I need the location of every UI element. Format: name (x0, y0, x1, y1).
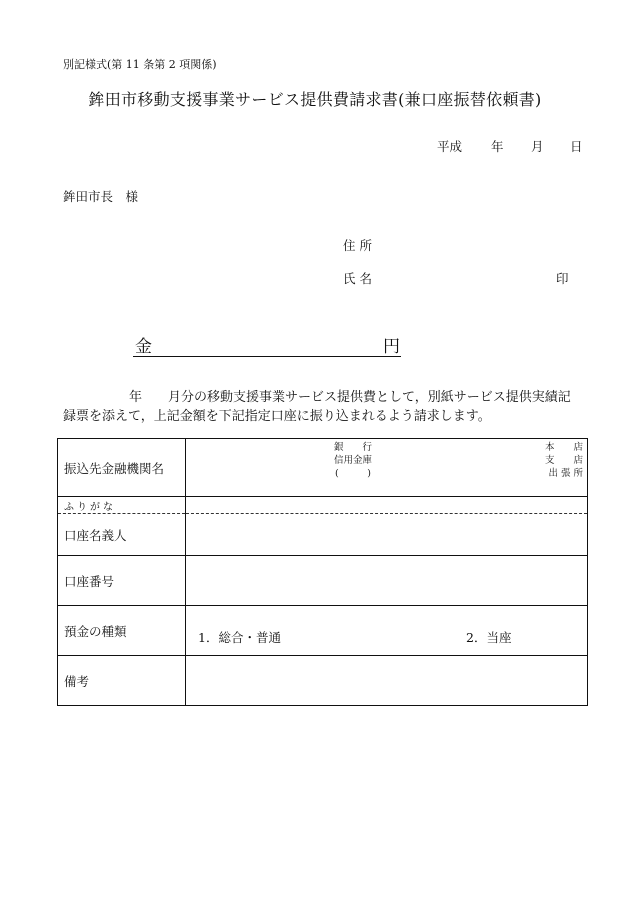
statement-line-1: 年 月分の移動支援事業サービス提供費として，別紙サービス提供実績記 (129, 390, 571, 405)
branch-type-options (545, 441, 583, 480)
bank-type: 銀 行 (333, 442, 372, 453)
date-year: 年 (491, 139, 504, 154)
addressee: 鉾田市長 様 (63, 189, 139, 204)
account-number-field[interactable] (186, 556, 588, 606)
address-label: 住 所 (343, 238, 372, 253)
date-day: 日 (570, 139, 583, 154)
amount-suffix: 円 (383, 337, 400, 357)
branch-type: 本 店 (544, 442, 583, 453)
bank-type-options (323, 441, 383, 480)
furigana-label: ふりがな (58, 497, 186, 514)
amount-underline (133, 332, 401, 357)
amount-prefix: 金 (135, 337, 152, 357)
remarks-label: 備考 (58, 656, 186, 706)
table-row (58, 514, 588, 556)
account-number-label: 口座番号 (58, 556, 186, 606)
bank-label: 振込先金融機関名 (58, 439, 186, 497)
table-row (58, 497, 588, 514)
table-row (58, 439, 588, 497)
bank-name-field[interactable] (186, 439, 588, 497)
deposit-type-current[interactable]: 2．当座 (466, 630, 512, 645)
date-month: 月 (531, 139, 544, 154)
bank-type: 信用金庫 (333, 455, 372, 466)
bank-type: ( ) (335, 468, 371, 479)
form-label: 別記様式(第 11 条第 2 項関係) (63, 58, 217, 71)
table-row (58, 656, 588, 706)
bank-account-table (57, 438, 588, 706)
account-holder-field[interactable] (186, 514, 588, 556)
branch-type: 支 店 (544, 455, 583, 466)
request-statement (63, 388, 590, 426)
remarks-field[interactable] (186, 656, 588, 706)
page-title: 鉾田市移動支援事業サービス提供費請求書(兼口座振替依頼書) (88, 90, 542, 109)
statement-line-2: 録票を添えて，上記金額を下記指定口座に振り込まれるよう請求します。 (63, 409, 491, 424)
furigana-field[interactable] (186, 497, 588, 514)
deposit-type-label: 預金の種類 (58, 606, 186, 656)
name-label: 氏 名 (343, 271, 372, 286)
deposit-type-ordinary[interactable]: 1．総合・普通 (198, 630, 281, 645)
branch-type: 出 張 所 (548, 468, 583, 479)
table-row (58, 556, 588, 606)
account-holder-label: 口座名義人 (58, 514, 186, 556)
date-era: 平成 (437, 139, 463, 154)
seal-mark: 印 (556, 271, 569, 286)
